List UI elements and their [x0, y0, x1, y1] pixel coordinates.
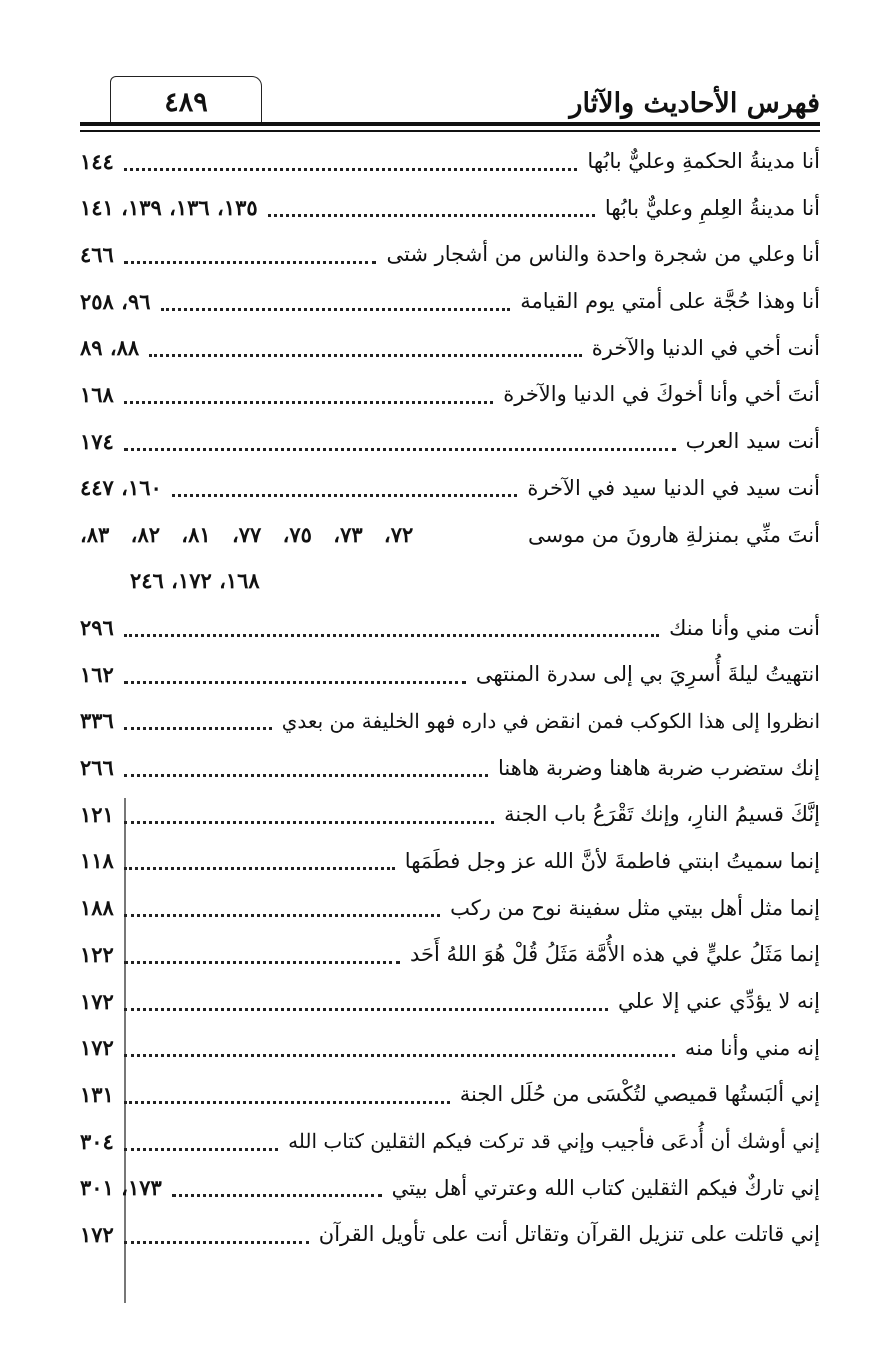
entry-pages: ١٨٨ — [80, 895, 114, 921]
dot-leader — [268, 214, 595, 217]
index-entry — [80, 190, 820, 237]
entry-pages: ١٧٤ — [80, 428, 114, 454]
entry-text: أنت سيد في الدنيا سيد في الآخرة — [527, 475, 820, 500]
entry-pages: ٧٢، ٧٣، ٧٥، ٧٧، ٨١، ٨٢، ٨٣، — [80, 522, 414, 547]
index-entry — [80, 843, 820, 890]
entry-pages: ٣٣٦ — [80, 708, 114, 734]
entry-text: أنت سيد العرب — [685, 429, 820, 454]
dot-leader — [124, 1241, 309, 1244]
dot-leader — [172, 494, 518, 497]
page-number: ٤٨٩ — [164, 87, 208, 118]
entry-pages: ١٧٢ — [80, 988, 114, 1014]
dot-leader — [124, 774, 488, 777]
entry-text: أنا وعلي من شجرة واحدة والناس من أشجار شتى — [386, 242, 820, 267]
entry-pages: ١٤٤ — [80, 148, 114, 174]
entry-pages: ١٧٢ — [80, 1221, 114, 1247]
entry-pages: ١٦٠، ٤٤٧ — [80, 475, 162, 501]
dot-leader — [124, 914, 440, 917]
entry-text: انتهيتُ ليلةَ أُسرِيَ بي إلى سدرة المنتهى — [475, 662, 820, 687]
entry-text: إنما مثل أهل بيتي مثل سفينة نوح من ركب — [450, 895, 820, 920]
header-rule-thin — [80, 130, 820, 132]
entry-pages: ٩٦، ٢٥٨ — [80, 288, 151, 314]
entry-text: أنتَ أخي وأنا أخوكَ في الدنيا والآخرة — [503, 382, 820, 407]
entry-text: أنتَ منِّي بمنزلةِ هارونَ من موسى — [528, 522, 820, 547]
entry-text: أنا وهذا حُجَّة على أمتي يوم القيامة — [520, 289, 820, 314]
entry-pages: ٤٦٦ — [80, 241, 114, 267]
index-entry — [80, 750, 820, 797]
index-entry — [80, 890, 820, 937]
entry-text: إنَّكَ قسيمُ النارِ، وإنك تَقْرَعُ باب الجنة — [504, 802, 820, 827]
index-entry — [80, 236, 820, 283]
entry-pages: ١٧٢ — [80, 1035, 114, 1061]
dot-leader — [124, 1101, 450, 1104]
entry-text: إنك ستضرب ضربة هاهنا وضربة هاهنا — [497, 755, 820, 780]
index-entry — [80, 1030, 820, 1077]
page-header — [80, 70, 820, 130]
dot-leader — [124, 961, 400, 964]
entry-pages: ٢٦٦ — [80, 755, 114, 781]
entry-pages: ٣٠٤ — [80, 1128, 114, 1154]
dot-leader — [149, 354, 582, 357]
entry-text: إنما مَثَلُ عليٍّ في هذه الأُمَّة مَثَلُ قُلْ هُوَ اللهُ أَحَد — [409, 942, 820, 967]
dot-leader — [124, 261, 377, 264]
entry-text: إني تاركٌ فيكم الثقلين كتاب الله وعترتي أهل بيتي — [391, 1175, 820, 1200]
index-entry — [80, 143, 820, 190]
index-entry — [80, 983, 820, 1030]
index-entry — [80, 423, 820, 470]
index-entry — [80, 656, 820, 703]
dot-leader — [124, 681, 466, 684]
index-entry — [80, 1170, 820, 1217]
entry-pages: ١٦٢ — [80, 661, 114, 687]
entry-text: أنا مدينةُ العِلمِ وعليٌّ بابُها — [604, 195, 820, 220]
entry-text: أنت مني وأنا منك — [669, 615, 820, 640]
header-rule-thick — [80, 122, 820, 126]
entry-text: إني قاتلت على تنزيل القرآن وتقاتل أنت على تأويل القرآن — [318, 1222, 820, 1247]
entry-text: أنا مدينةُ الحكمةِ وعليٌّ بابُها — [587, 149, 820, 173]
entry-text: إني ألبَستُها قميصي لتُكْسَى من حُلَل الجنة — [459, 1082, 820, 1107]
index-entry — [80, 703, 820, 750]
entry-pages-continued: ١٦٨، ١٧٢، ٢٤٦ — [130, 568, 260, 593]
entry-pages: ١٣١ — [80, 1081, 114, 1107]
index-entry — [80, 283, 820, 330]
entry-text: إني أوشك أن أُدعَى فأجيب وإني قد تركت فيكم الثقلين كتاب الله — [288, 1129, 820, 1154]
page-number-box — [110, 76, 262, 125]
dot-leader — [124, 727, 272, 730]
entry-text: إنه لا يؤدِّي عني إلا علي — [618, 989, 820, 1013]
entry-pages: ٢٩٦ — [80, 615, 114, 640]
index-entry — [80, 517, 820, 610]
hadith-index-list — [80, 143, 820, 1263]
entry-pages: ١١٨ — [80, 848, 114, 874]
entry-pages: ١٦٨ — [80, 381, 114, 407]
running-title: فهرس الأحاديث والآثار — [569, 88, 820, 119]
dot-leader — [124, 401, 493, 404]
index-entry — [80, 376, 820, 423]
entry-pages: ١٧٣، ٣٠١ — [80, 1175, 162, 1201]
index-entry — [80, 1123, 820, 1170]
index-entry — [80, 1216, 820, 1263]
dot-leader — [124, 867, 395, 870]
entry-text: إنما سميتُ ابنتي فاطمةَ لأنَّ الله عز وجل فطَمَها — [404, 848, 820, 873]
dot-leader — [124, 1148, 278, 1151]
index-entry — [80, 610, 820, 657]
index-entry — [80, 796, 820, 843]
entry-pages: ١٢٢ — [80, 941, 114, 967]
dot-leader — [124, 821, 494, 824]
dot-leader — [124, 168, 578, 171]
dot-leader — [124, 1008, 608, 1011]
entry-text: أنت أخي في الدنيا والآخرة — [591, 335, 820, 360]
entry-pages: ١٣٥، ١٣٦، ١٣٩، ١٤١ — [80, 195, 258, 221]
entry-pages: ٨٨، ٨٩ — [80, 335, 140, 361]
index-entry — [80, 1076, 820, 1123]
entry-text: إنه مني وأنا منه — [684, 1035, 820, 1060]
index-entry — [80, 470, 820, 517]
entry-pages: ١٢١ — [80, 801, 114, 827]
dot-leader — [124, 634, 659, 637]
entry-text: انظروا إلى هذا الكوكب فمن انقض في داره فهو الخليفة من بعدي — [281, 708, 820, 733]
dot-leader — [172, 1194, 382, 1197]
dot-leader — [124, 448, 676, 451]
index-entry — [80, 330, 820, 377]
dot-leader — [161, 308, 511, 311]
dot-leader — [124, 1054, 675, 1057]
index-entry — [80, 936, 820, 983]
